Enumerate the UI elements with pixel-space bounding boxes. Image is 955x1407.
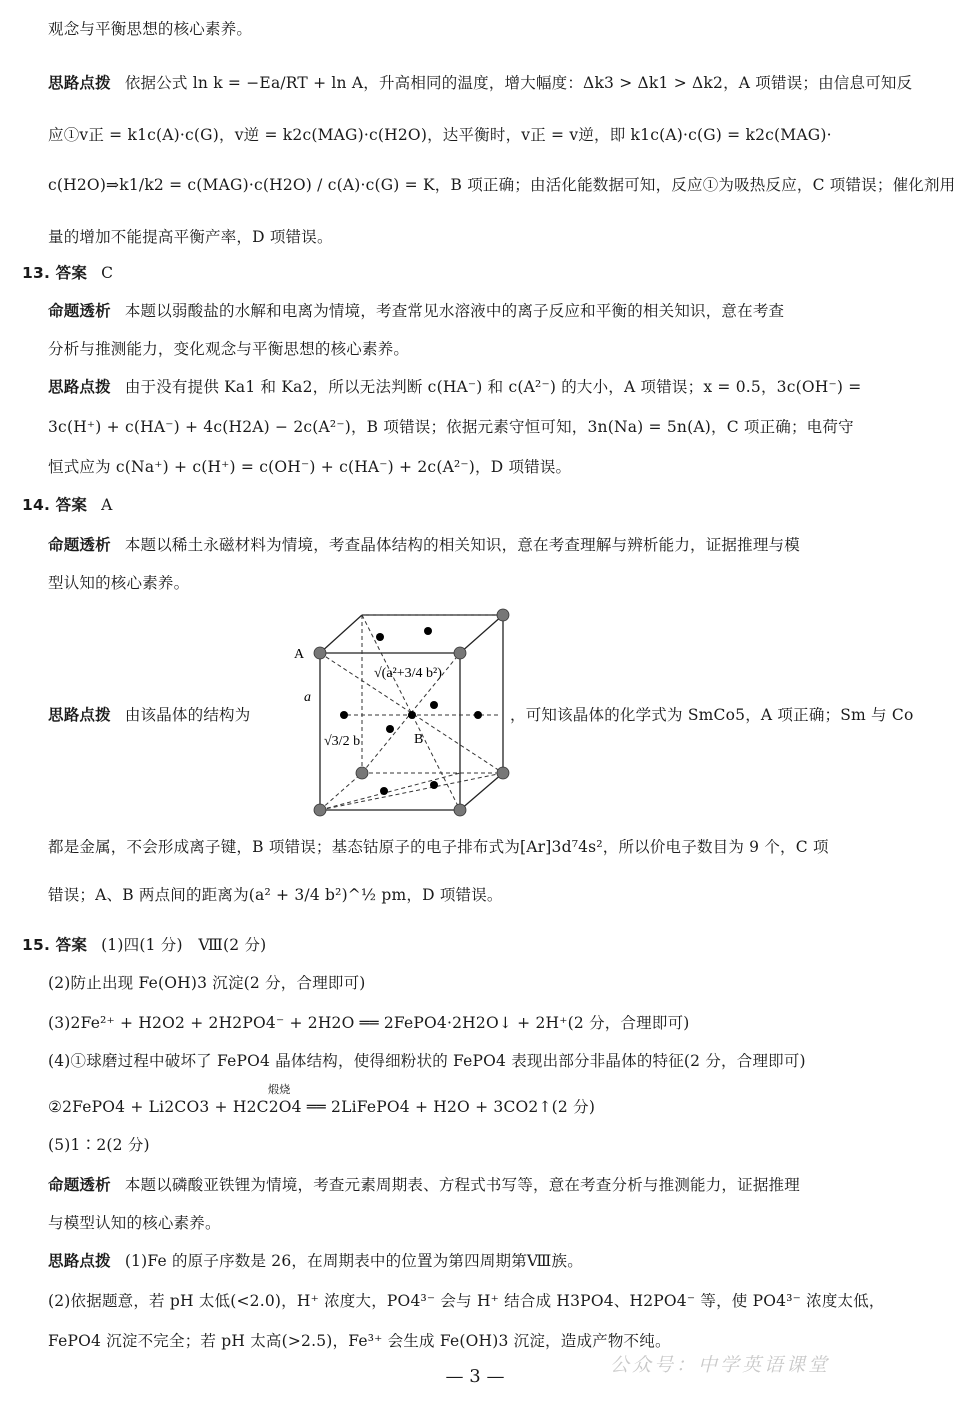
text-line: 型认知的核心素养。 [48, 574, 190, 592]
diagonal-line [320, 773, 460, 810]
text-line: 错误；A、B 两点间的距离为(a² + 3/4 b²)^½ pm，D 项错误。 [48, 886, 503, 904]
edge [460, 615, 503, 653]
text-line: 量的增加不能提高平衡产率，D 项错误。 [48, 228, 333, 246]
text-line: 思路点拨 由该晶体的结构为 [48, 706, 251, 724]
text-line: 3c(H⁺) + c(HA⁻) + 4c(H2A) − 2c(A²⁻)，B 项错误；依据元素守恒可知，3n(Na) = 5n(A)，C 项正确；电荷守 [48, 418, 854, 436]
question-13-answer: 13. 答案 C [22, 264, 114, 282]
face-atom [380, 787, 388, 795]
corner-atom [314, 647, 326, 659]
question-15-answer: 15. 答案 (1)四(1 分) Ⅷ(2 分) [22, 936, 267, 954]
diagonal-length-label: √(a²+3/4 b²) [374, 666, 442, 681]
text-line: FePO4 沉淀不完全；若 pH 太高(>2.5)，Fe³⁺ 会生成 Fe(OH)3 沉淀，造成产物不纯。 [48, 1332, 671, 1350]
edge-a-label: a [304, 690, 311, 705]
text-line: 命题透析 本题以磷酸亚铁锂为情境，考查元素周期表、方程式书写等，意在考查分析与推测能力，证据推理 [48, 1176, 800, 1194]
edge [320, 615, 362, 653]
text-line: 命题透析 本题以稀土永磁材料为情境，考查晶体结构的相关知识，意在考查理解与辨析能力，证据推理与模 [48, 536, 800, 554]
text-line: 思路点拨 依据公式 ln k = −Ea/RT + ln A，升高相同的温度，增大幅度：Δk3 > Δk1 > Δk2，A 项错误；由信息可知反 [48, 74, 913, 92]
text-line: 思路点拨 由于没有提供 Ka1 和 Ka2，所以无法判断 c(HA⁻) 和 c(A²⁻) 的大小，A 项错误；x = 0.5，3c(OH⁻) = [48, 378, 862, 396]
section-label: 命题透析 [48, 1176, 111, 1194]
section-label: 思路点拨 [48, 74, 111, 92]
watermark: 公众号：中学英语课堂 [610, 1354, 831, 1376]
text-line: 恒式应为 c(Na⁺) + c(H⁺) = c(OH⁻) + c(HA⁻) + 2c(A²⁻)，D 项错误。 [48, 458, 572, 476]
text-line: (2)防止出现 Fe(OH)3 沉淀(2 分，合理即可) [48, 974, 366, 992]
corner-atom [497, 767, 509, 779]
text-line: (4)①球磨过程中破坏了 FePO4 晶体结构，使得细粉状的 FePO4 表现出部分非晶体的特征(2 分，合理即可) [48, 1052, 806, 1070]
text-line: (5)1∶2(2 分) [48, 1136, 150, 1154]
text-line: 与模型认知的核心素养。 [48, 1214, 221, 1232]
face-atom [424, 627, 432, 635]
corner-atom [454, 647, 466, 659]
edge-b-label: √3/2 b [324, 734, 361, 749]
question-14-answer: 14. 答案 A [22, 496, 113, 514]
page-number: — 3 — [445, 1366, 505, 1387]
point-b-label: B [414, 732, 424, 747]
section-label: 命题透析 [48, 536, 111, 554]
text-line: 应①v正 = k1c(A)·c(G)，v逆 = k2c(MAG)·c(H2O)，达平衡时，v正 = v逆，即 k1c(A)·c(G) = k2c(MAG)· [48, 126, 832, 144]
corner-atom [497, 609, 509, 621]
section-label: 思路点拨 [48, 378, 111, 396]
section-label: 思路点拨 [48, 1252, 111, 1270]
text-line: 分析与推测能力，变化观念与平衡思想的核心素养。 [48, 340, 410, 358]
text-line: 命题透析 本题以弱酸盐的水解和电离为情境，考查常见水溶液中的离子反应和平衡的相关知识，意在考查 [48, 302, 785, 320]
text-line: 观念与平衡思想的核心素养。 [48, 20, 253, 38]
diagonal-line [320, 773, 503, 810]
text-line: 都是金属，不会形成离子键，B 项错误；基态钴原子的电子排布式为[Ar]3d⁷4s²，所以价电子数目为 9 个，C 项 [48, 838, 829, 856]
point-a-label: A [294, 647, 305, 662]
text-line: ②2FePO4 + Li2CO3 + H2C2O4 ══ 2LiFePO4 + H2O + 3CO2↑(2 分) [48, 1098, 596, 1116]
edge [460, 773, 503, 810]
face-atom [430, 781, 438, 789]
corner-atom [314, 804, 326, 816]
text-line: (3)2Fe²⁺ + H2O2 + 2H2PO4⁻ + 2H2O ══ 2FePO4·2H2O↓ + 2H⁺(2 分，合理即可) [48, 1014, 690, 1032]
face-atom [376, 633, 384, 641]
section-label: 命题透析 [48, 302, 111, 320]
text-line: ，可知该晶体的化学式为 SmCo5，A 项正确；Sm 与 Co [510, 706, 914, 724]
face-atom [386, 725, 394, 733]
text-line: 思路点拨 (1)Fe 的原子序数是 26，在周期表中的位置为第四周期第Ⅷ族。 [48, 1252, 583, 1270]
section-label: 思路点拨 [48, 706, 111, 724]
corner-atom [356, 767, 368, 779]
text-line: c(H2O)⇒k1/k2 = c(MAG)·c(H2O) / c(A)·c(G) = K，B 项正确；由活化能数据可知，反应①为吸热反应，C 项错误；催化剂用 [48, 176, 955, 194]
corner-atom [454, 804, 466, 816]
text-line: (2)依据题意，若 pH 太低(<2.0)，H⁺ 浓度大，PO4³⁻ 会与 H⁺ 结合成 H3PO4、H2PO4⁻ 等，使 PO4³⁻ 浓度太低， [48, 1292, 885, 1310]
reaction-condition: 煅烧 [268, 1083, 291, 1096]
